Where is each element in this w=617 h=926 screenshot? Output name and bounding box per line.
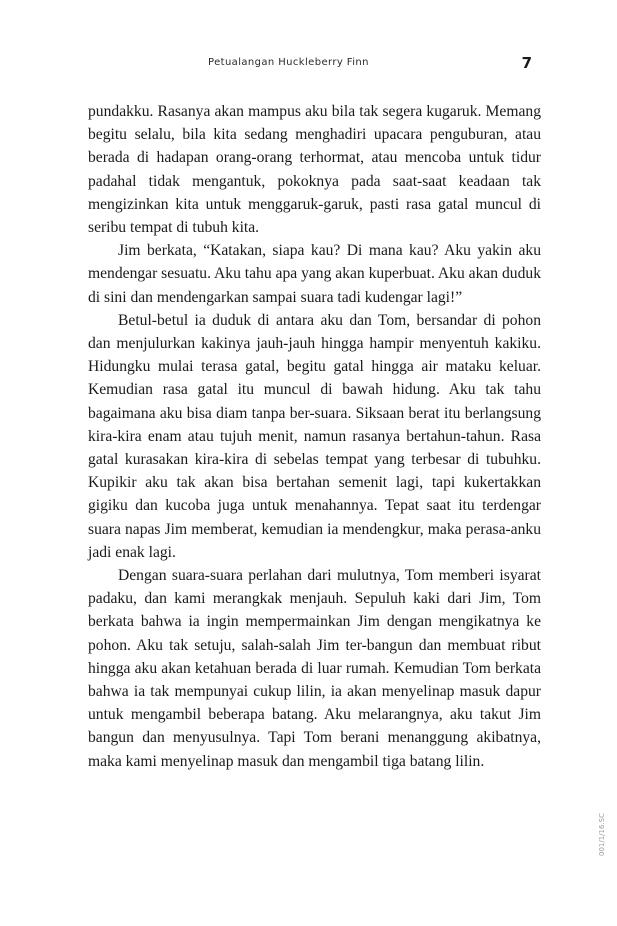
paragraph: Betul-betul ia duduk di antara aku dan Tom, bersandar di pohon dan menjulurkan kakinya jauh-jauh hingga hampir menyentuh kakiku. Hidungku mulai terasa gatal, begitu gatal hingga air mataku keluar. Kemudian rasa gatal itu muncul di bawah hidung. Aku tak tahu bagaimana aku bisa diam tanpa ber-suara. Siksaan berat itu berlangsung kira-kira enam atau tujuh menit, namun rasanya bertahun-tahun. Rasa gatal kurasakan kira-kira di sebelas tempat yang terbesar di tubuhku. Kupikir aku tak akan bisa bertahan semenit lagi, tapi kukertakkan gigiku dan kucoba juga untuk menahannya. Tepat saat itu terdengar suara napas Jim memberat, kemudian ia mendengkur, maka perasa-anku jadi enak lagi.: [88, 311, 541, 561]
running-title: Petualangan Huckleberry Finn: [208, 57, 369, 68]
paragraph-continued: pundakku. Rasanya akan mampus aku bila tak segera kugaruk. Memang begitu selalu, bila kita sedang menghadiri upacara penguburan, atau berada di hadapan orang-orang terhormat, atau mencoba untuk tidur padahal tidak mengantuk, pokoknya pada saat-saat keadaan tak mengizinkan kita untuk menggaruk-garuk, pasti rasa gatal muncul di seribu tempat di tubuh kita.: [88, 103, 541, 237]
paragraph: Dengan suara-suara perlahan dari mulutnya, Tom memberi isyarat padaku, dan kami merangkak menjauh. Sepuluh kaki dari Jim, Tom berkata bahwa ia ingin mempermainkan Jim dengan mengikatnya ke pohon. Aku tak setuju, salah-salah Jim ter-bangun dan membuat ribut hingga aku akan ketahuan berada di luar rumah. Kemudian Tom berkata bahwa ia tak mempunyai cukup lilin, ia akan menyelinap masuk dapur untuk mengambil beberapa batang. Aku melarangnya, aku takut Jim bangun dan menyusulnya. Tapi Tom berani menanggung akibatnya, maka kami menyelinap masuk dan mengambil tiga batang lilin.: [88, 567, 541, 770]
page-number: 7: [521, 54, 532, 72]
body-text: [88, 100, 541, 773]
side-code: 001/1/16.SC: [598, 813, 606, 856]
paragraph: Jim berkata, “Katakan, siapa kau? Di mana kau? Aku yakin aku mendengar sesuatu. Aku tahu apa yang akan kuperbuat. Aku akan duduk di sini dan mendengarkan sampai suara tadi kudengar lagi!”: [88, 242, 541, 306]
running-head: [88, 56, 540, 74]
